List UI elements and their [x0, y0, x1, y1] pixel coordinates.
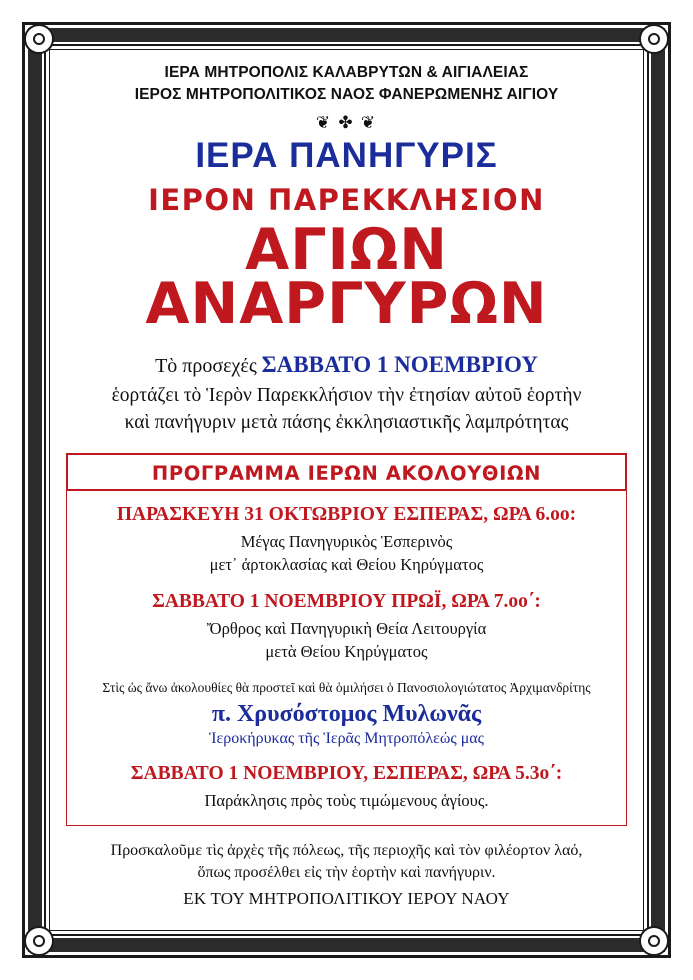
intro-lead-text: Τὸ προσεχές	[155, 355, 257, 378]
program-entry-detail	[77, 531, 616, 576]
program-entry	[77, 590, 616, 663]
flourish-ornament-icon: ❦ ✤ ❦	[315, 112, 378, 132]
program-entry-heading: ΠΑΡΑΣΚΕΥΗ 31 ΟΚΤΩΒΡΙΟΥ ΕΣΠΕΡΑΣ, ΩΡΑ 6.οο:	[116, 504, 577, 526]
speaker-note: Στὶς ὡς ἄνω ἀκολουθίες θὰ προστεῖ καὶ θὰ ὁμιλήσει ὁ Πανοσιολογιώτατος Ἀρχιμανδρίτης	[102, 679, 591, 695]
closing-line-2: ὅπως προσέλθει εἰς τὴν ἑορτὴν καὶ πανήγυριν.	[197, 863, 496, 881]
intro-paragraph	[60, 349, 633, 437]
spacer	[77, 576, 616, 590]
program-body-box	[66, 491, 627, 825]
speaker-name: π. Χρυσόστομος Μυλωνᾶς	[211, 701, 482, 728]
program-evening-detail: Παράκλησις πρὸς τοὺς τιμώμενους ἁγίους.	[204, 791, 489, 811]
corner-rosette-bottom-left-icon	[24, 926, 54, 956]
program-entry-detail-line-1: Ὄρθρος καὶ Πανηγυρικὴ Θεία Λειτουργία	[206, 619, 487, 639]
signature-line: ΕΚ ΤΟΥ ΜΗΤΡΟΠΟΛΙΤΙΚΟΥ ΙΕΡΟΥ ΝΑΟΥ	[183, 889, 510, 909]
feast-date-highlight: ΣΑΒΒΑΤΟ 1 ΝΟΕΜΒΡΙΟΥ	[261, 352, 538, 378]
intro-line-1	[60, 349, 633, 382]
speaker-role: Ἱεροκήρυκας τῆς Ἱερᾶς Μητροπόλεώς μας	[208, 729, 484, 747]
program-entry-detail-line-2: μετ᾽ ἀρτοκλασίας καὶ Θείου Κηρύγματος	[209, 554, 484, 574]
program-entry-detail	[77, 618, 616, 663]
program-evening-heading: ΣΑΒΒΑΤΟ 1 ΝΟΕΜΒΡΙΟΥ, ΕΣΠΕΡΑΣ, ΩΡΑ 5.3ο΄:	[130, 762, 563, 784]
corner-rosette-top-right-icon	[639, 24, 669, 54]
saints-title-line-2: ΑΝΑΡΓΥΡΩΝ	[145, 271, 548, 338]
page-title: ΙΕΡΑ ΠΑΝΗΓΥΡΙΣ	[195, 135, 498, 175]
intro-line-3: καὶ πανήγυριν μετὰ πάσης ἐκκλησιαστικῆς λαμπρότητας	[124, 412, 569, 434]
program-entry-detail-line-2: μετὰ Θείου Κηρύγματος	[265, 641, 428, 661]
spacer	[77, 663, 616, 677]
corner-rosette-bottom-right-icon	[639, 926, 669, 956]
program-header-box	[66, 453, 627, 491]
program-entry-heading: ΣΑΒΒΑΤΟ 1 ΝΟΕΜΒΡΙΟΥ ΠΡΩΪ, ΩΡΑ 7.οο΄:	[152, 590, 541, 612]
program-entry-evening	[77, 762, 616, 813]
organization-line-2: ΙΕΡΟΣ ΜΗΤΡΟΠΟΛΙΤΙΚΟΣ ΝΑΟΣ ΦΑΝΕΡΩΜΕΝΗΣ ΑΙΓΙΟΥ	[134, 86, 559, 104]
closing-line-1: Προσκαλοῦμε τὶς ἀρχὲς τῆς πόλεως, τῆς περιοχῆς καὶ τὸν φιλέορτον λαό,	[110, 841, 583, 859]
program-entry-detail-line-1: Μέγας Πανηγυρικὸς Ἑσπερινὸς	[240, 532, 453, 552]
organization-line-1: ΙΕΡΑ ΜΗΤΡΟΠΟΛΙΣ ΚΑΛΑΒΡΥΤΩΝ & ΑΙΓΙΑΛΕΙΑΣ	[164, 64, 529, 81]
saints-title-line-1: ΑΓΙΩΝ	[245, 217, 448, 284]
saints-title	[60, 217, 633, 338]
corner-rosette-top-left-icon	[24, 24, 54, 54]
program-entry	[77, 503, 616, 576]
closing-paragraph	[60, 840, 633, 885]
intro-line-2: ἑορτάζει τὸ Ἱερὸν Παρεκκλήσιον τὴν ἐτησίαν αὐτοῦ ἑορτὴν	[111, 384, 582, 406]
spacer	[77, 748, 616, 762]
program-header-title: ΠΡΟΓΡΑΜΜΑ ΙΕΡΩΝ ΑΚΟΛΟΥΘΙΩΝ	[151, 462, 542, 486]
page-subtitle: ΙΕΡΟΝ ΠΑΡΕΚΚΛΗΣΙΟΝ	[148, 183, 545, 218]
poster-content	[56, 56, 637, 924]
